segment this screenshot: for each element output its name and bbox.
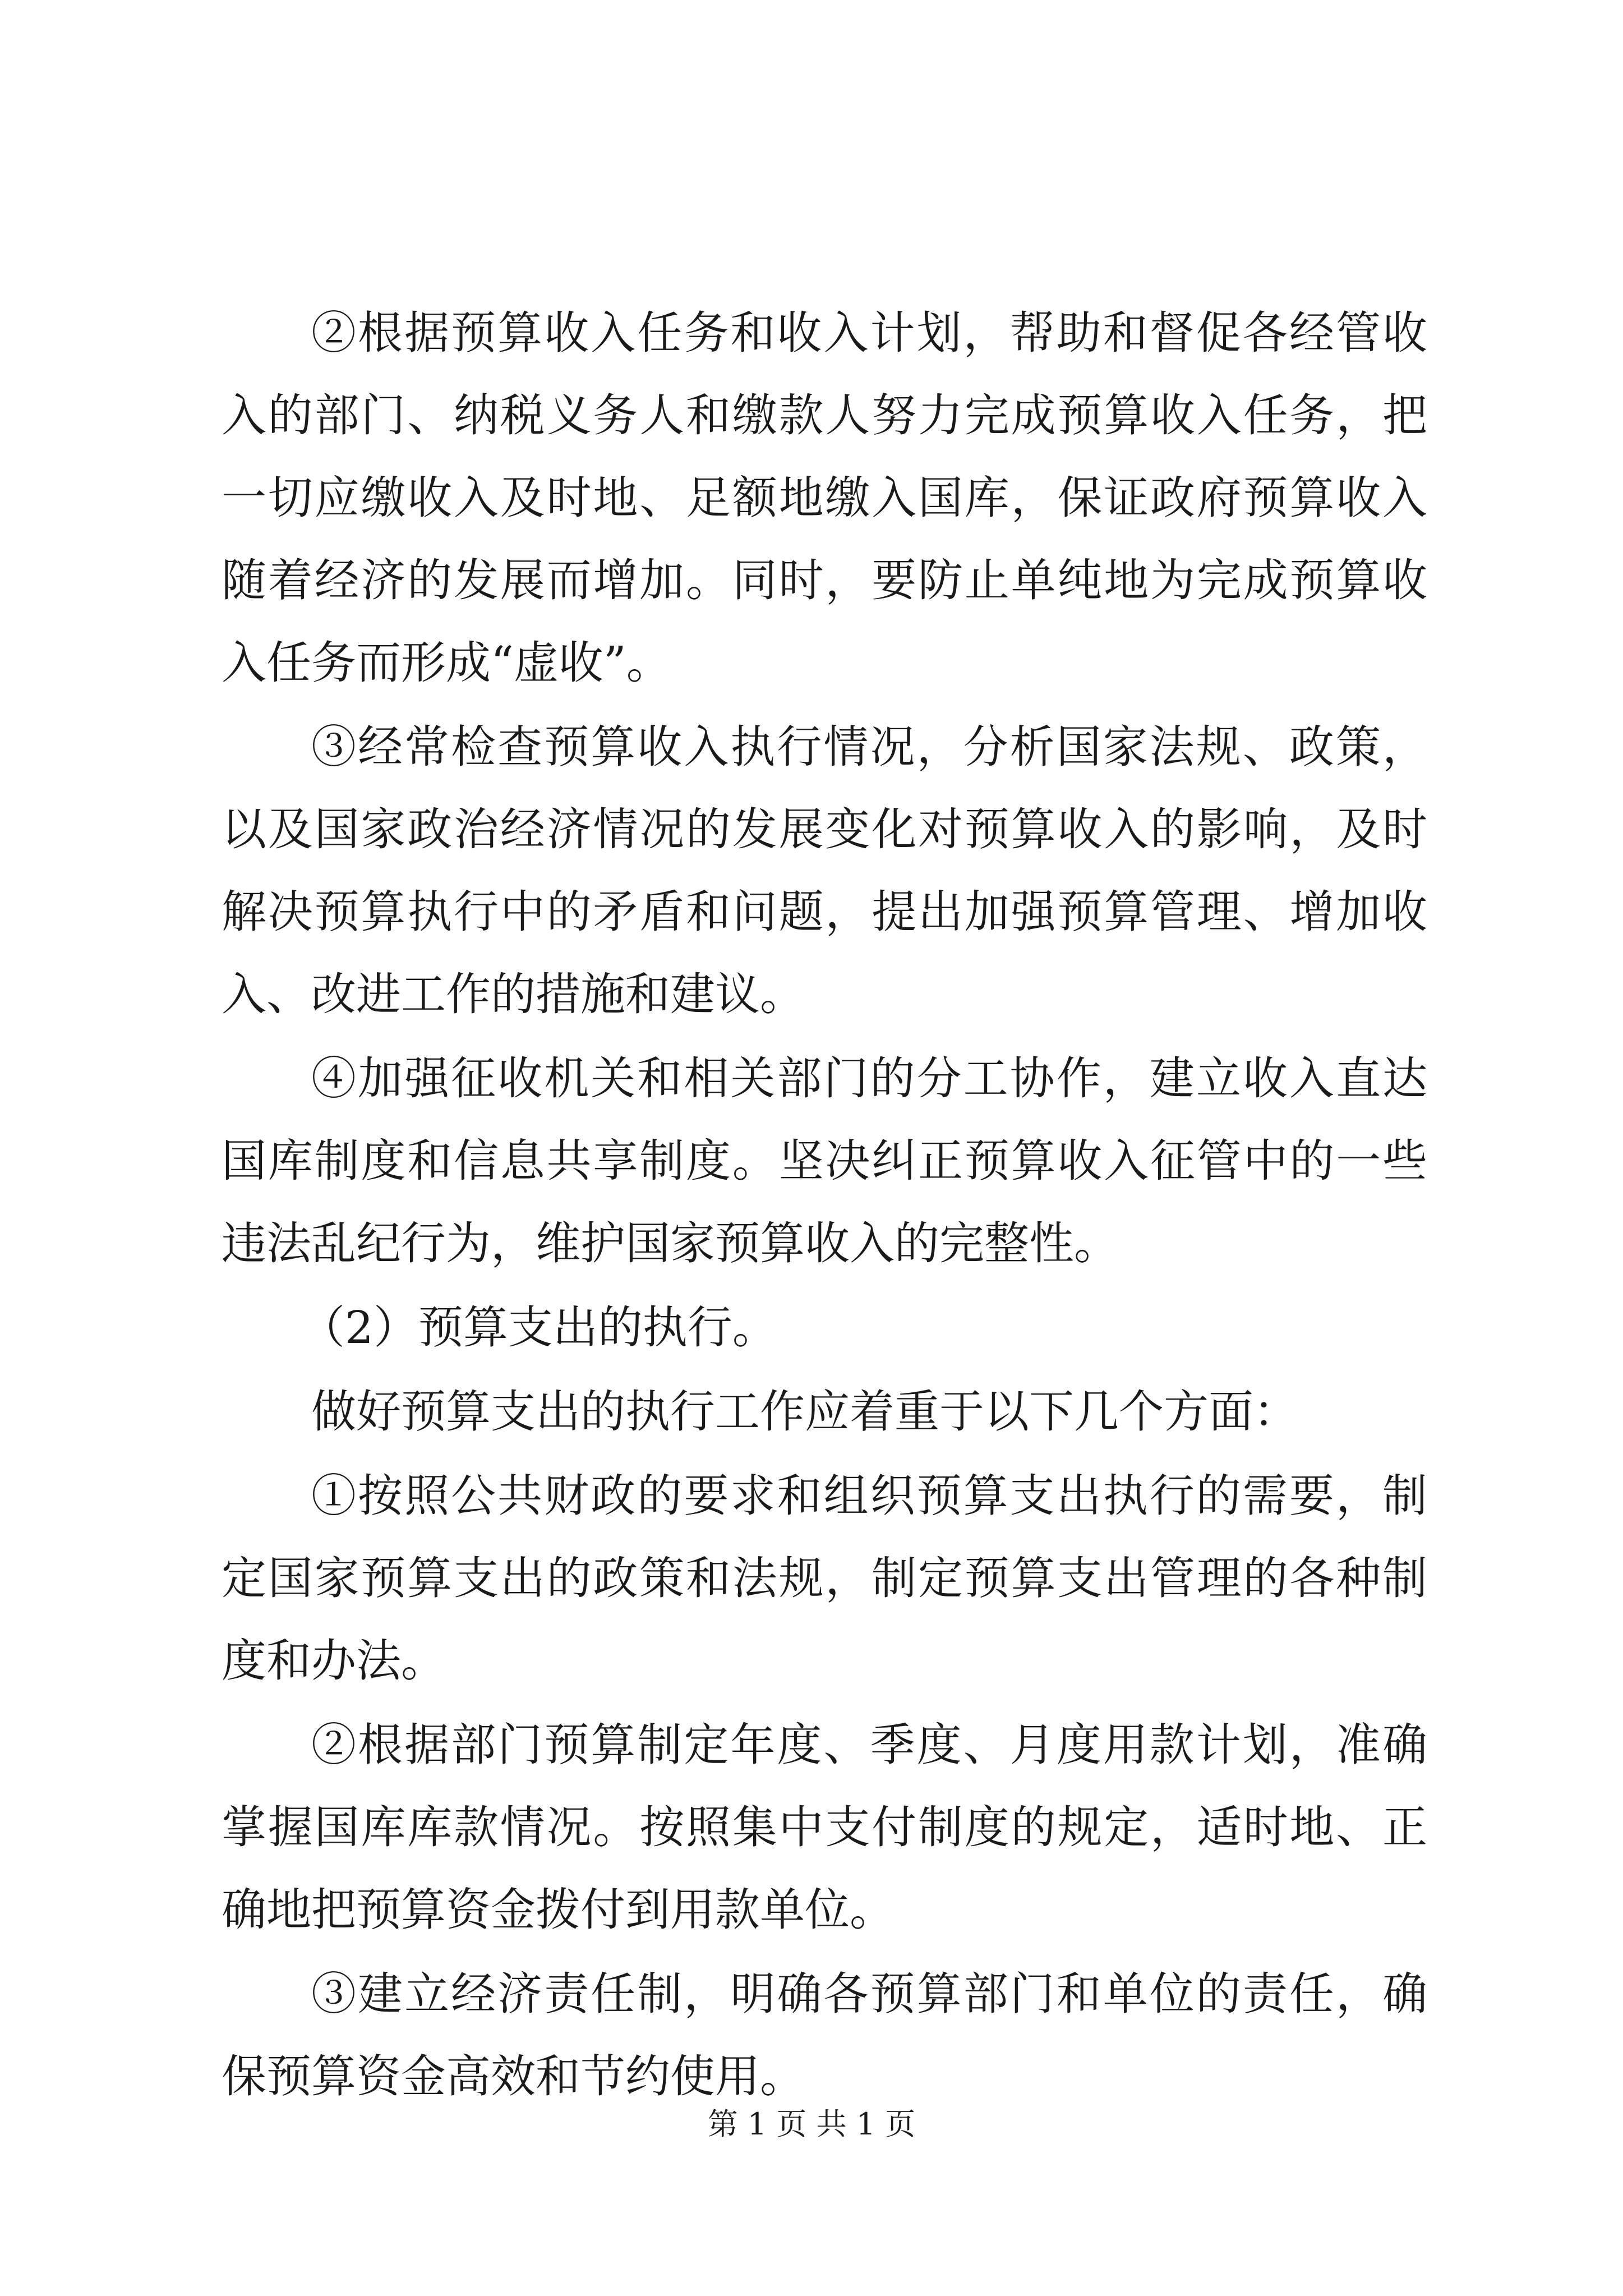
document-body xyxy=(222,292,1427,2119)
page-number-footer: 第 1 页 共 1 页 xyxy=(707,2106,916,2142)
paragraph-collection-coordination: ④加强征收机关和相关部门的分工协作，建立收入直达国库制度和信息共享制度。坚决纠正预算收入征管中的一些违法乱纪行为，维护国家预算收入的完整性。 xyxy=(222,1052,1427,1269)
section-heading-expenditure: （2）预算支出的执行。 xyxy=(300,1301,777,1354)
paragraph-expenditure-intro: 做好预算支出的执行工作应着重于以下几个方面： xyxy=(311,1386,1298,1438)
paragraph-expenditure-policy: ①按照公共财政的要求和组织预算支出执行的需要，制定国家预算支出的政策和法规，制定预算支出管理的各种制度和办法。 xyxy=(222,1470,1427,1687)
paragraph-expenditure-plan: ②根据部门预算制定年度、季度、月度用款计划，准确掌握国库库款情况。按照集中支付制度的规定，适时地、正确地把预算资金拨付到用款单位。 xyxy=(222,1719,1427,1936)
paragraph-responsibility-system: ③建立经济责任制，明确各预算部门和单位的责任，确保预算资金高效和节约使用。 xyxy=(222,1968,1427,2102)
paragraph-revenue-task: ②根据预算收入任务和收入计划，帮助和督促各经管收入的部门、纳税义务人和缴款人努力完成预算收入任务，把一切应缴收入及时地、足额地缴入国库，保证政府预算收入随着经济的发展而增加。同时，要防止单纯地为完成预算收入任务而形成“虚收”。 xyxy=(222,307,1427,689)
paragraph-revenue-check: ③经常检查预算收入执行情况，分析国家法规、政策，以及国家政治经济情况的发展变化对预算收入的影响，及时解决预算执行中的矛盾和问题，提出加强预算管理、增加收入、改进工作的措施和建议。 xyxy=(222,721,1427,1020)
